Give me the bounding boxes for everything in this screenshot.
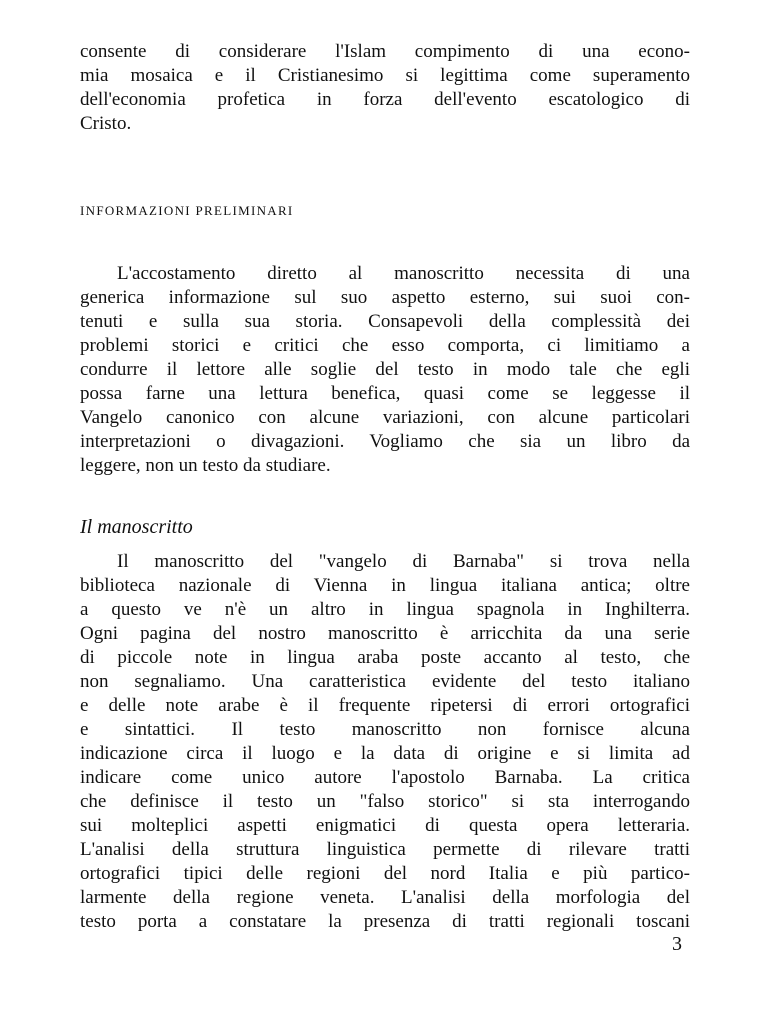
section-heading: INFORMAZIONI PRELIMINARI xyxy=(80,203,294,218)
paragraph-intro xyxy=(80,40,690,136)
paragraph-manuscript xyxy=(80,550,690,934)
text-line: L'analisi della struttura linguistica permette di rilevare tratti xyxy=(80,839,690,860)
text-line: a questo ve n'è un altro in lingua spagnola in Inghilterra. xyxy=(80,599,690,620)
subsection-heading: Il manoscritto xyxy=(80,516,193,538)
text-line: che definisce il testo un "falso storico" si sta interrogando xyxy=(80,791,690,812)
text-line: Vangelo canonico con alcune variazioni, con alcune particolari xyxy=(80,407,690,428)
text-line: possa farne una lettura benefica, quasi come se leggesse il xyxy=(80,383,690,404)
text-line: sui molteplici aspetti enigmatici di questa opera letteraria. xyxy=(80,815,690,836)
text-line: leggere, non un testo da studiare. xyxy=(80,455,331,476)
text-line: generica informazione sul suo aspetto esterno, sui suoi con- xyxy=(80,287,690,308)
text-line: e delle note arabe è il frequente ripetersi di errori ortografici xyxy=(80,695,690,716)
text-line: dell'economia profetica in forza dell'evento escatologico di xyxy=(80,89,690,110)
text-line: Il manoscritto del "vangelo di Barnaba" si trova nella xyxy=(117,551,690,572)
text-line: consente di considerare l'Islam compimento di una econo- xyxy=(80,41,690,62)
text-line: L'accostamento diretto al manoscritto necessita di una xyxy=(117,263,690,284)
paragraph-preliminary xyxy=(80,262,690,478)
document-page xyxy=(80,40,690,934)
text-line: di piccole note in lingua araba poste accanto al testo, che xyxy=(80,647,690,668)
text-line: Ogni pagina del nostro manoscritto è arricchita da una serie xyxy=(80,623,690,644)
text-line: interpretazioni o divagazioni. Vogliamo che sia un libro da xyxy=(80,431,690,452)
text-line: e sintattici. Il testo manoscritto non fornisce alcuna xyxy=(80,719,690,740)
text-line: non segnaliamo. Una caratteristica evidente del testo italiano xyxy=(80,671,690,692)
text-line: ortografici tipici delle regioni del nord Italia e più partico- xyxy=(80,863,690,884)
text-line: problemi storici e critici che esso comporta, ci limitiamo a xyxy=(80,335,690,356)
page-number: 3 xyxy=(672,933,682,955)
text-line: condurre il lettore alle soglie del testo in modo tale che egli xyxy=(80,359,690,380)
text-line: biblioteca nazionale di Vienna in lingua italiana antica; oltre xyxy=(80,575,690,596)
text-line: tenuti e sulla sua storia. Consapevoli della complessità dei xyxy=(80,311,690,332)
text-line: mia mosaica e il Cristianesimo si legittima come superamento xyxy=(80,65,690,86)
text-line: larmente della regione veneta. L'analisi della morfologia del xyxy=(80,887,690,908)
text-line: indicare come unico autore l'apostolo Barnaba. La critica xyxy=(80,767,690,788)
text-line: Cristo. xyxy=(80,113,132,134)
text-line: testo porta a constatare la presenza di tratti regionali toscani xyxy=(80,911,690,932)
text-line: indicazione circa il luogo e la data di origine e si limita ad xyxy=(80,743,690,764)
